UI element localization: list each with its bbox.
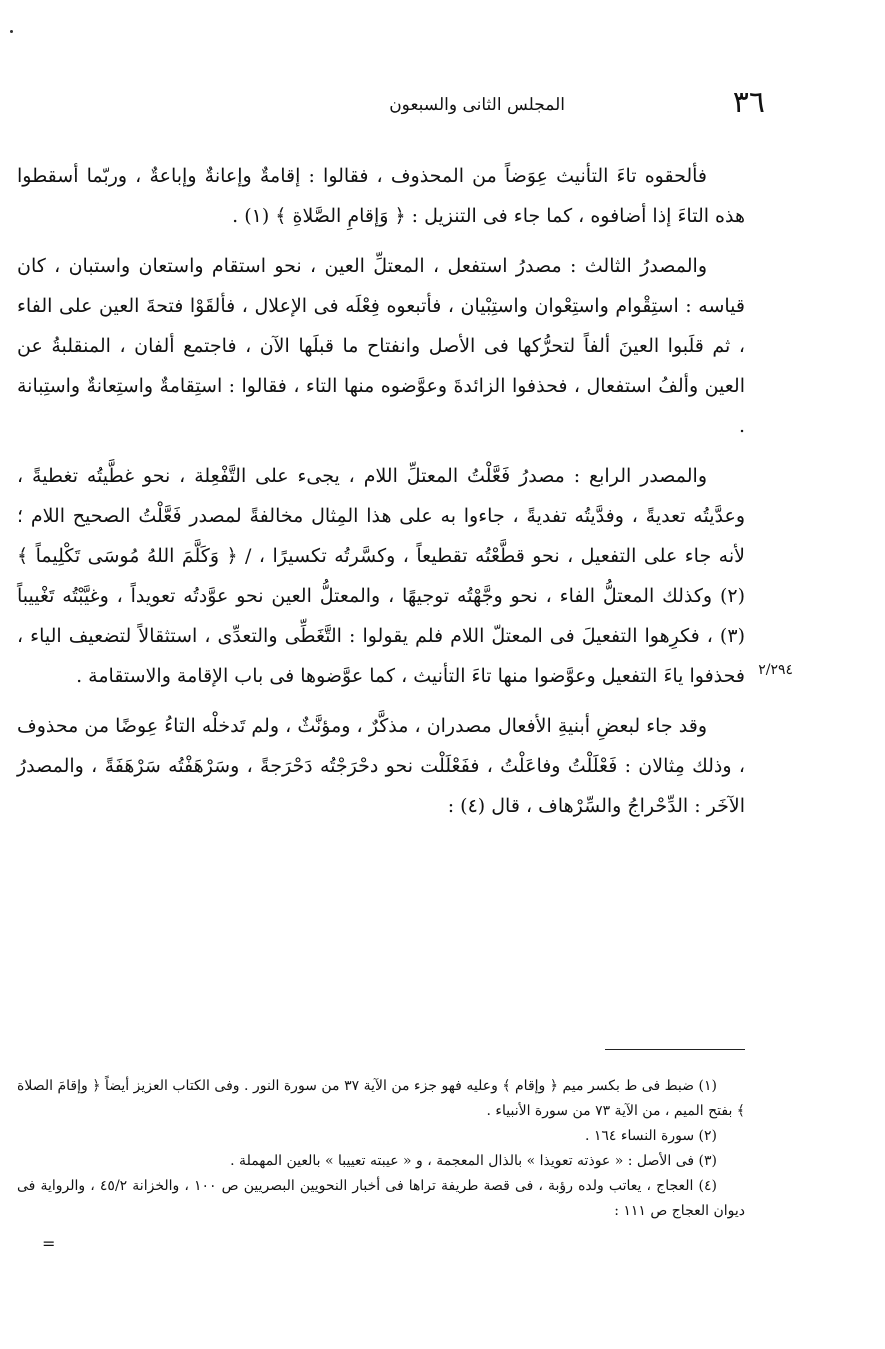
continuation-mark: = (42, 1234, 56, 1253)
footnote-1: (١) ضبط فى ط بكسر ميم ﴿ وإقام ﴾ وعليه فهو جزء من الآية ٣٧ من سورة النور . وفى الكتاب العزيز أيضاً ﴿ وإقامَ الصلاة ﴾ بفتح الميم ، من الآية ٧٣ من سورة الأنبياء . (17, 1078, 745, 1119)
footnote-3: (٣) فى الأصل : « عوذته تعويذا » بالذال المعجمة ، و « عيبته تعييبا » بالعين المهملة . (230, 1153, 717, 1169)
footnote-separator (605, 1049, 745, 1050)
paragraph-1: فألحقوه تاءَ التأنيث عِوَضاً من المحذوف ، فقالوا : إقامةٌ وإعانةٌ وإباعةٌ ، وربّما أسقطوا هذه التاءَ إذا أضافوه ، كما جاء فى التنزيل : ﴿ وَإقامِ الصَّلاةِ ﴾ (١) . (17, 165, 745, 227)
scan-speck (10, 30, 13, 33)
page-header (300, 86, 765, 126)
footnote-4: (٤) العجاج ، يعاتب ولده رؤبة ، فى قصة طريفة تراها فى أخبار النحويين البصريين ص ١٠٠ ، والخزانة ٤٥/٢ ، والرواية فى ديوان العجاج ص ١١١ : (17, 1178, 745, 1219)
page-number: ٣٦ (732, 85, 765, 120)
paragraph-3: والمصدر الرابع : مصدرُ فَعَّلْتُ المعتلِّ اللام ، يجىء على التَّفْعِلة ، نحو غطَّيتُه تغطيةً ، وعدَّيتُه تعديةً ، وفدَّيتُه تفديةً ، جاءوا به على هذا المِثال مخالفةً لمصدر فَعَّلْتُ الصحيح اللام ؛ لأنه جاء على التفعيل ، نحو قطَّعْتُه تقطيعاً ، وكسَّرتُه تكسيرًا ، / ﴿ وَكَلَّمَ اللهُ مُوسَى تَكْلِيماً ﴾ (٢) وكذلك المعتلُّ الفاء ، نحو وجَّهْتُه توجيهًا ، والمعتلُّ العين نحو عوَّدتُه تعويداً ، وغيَّبْتُه تَغْييباً (٣) ، فكرِهوا التفعيلَ فى المعتلّ اللام فلم يقولوا : التَّغَطِّى والتعدِّى ، استثقالاً لتضعيف الياء ، فحذفوا ياءَ التفعيل وعوَّضوا منها تاءَ التأنيث ، كما عوَّضوها فى باب الإقامة والاستقامة . (17, 465, 745, 687)
paragraph-4: وقد جاء لبعضِ أبنيةِ الأفعال مصدران ، مذكَّرٌ ، ومؤنَّثٌ ، ولم تَدخلْه التاءُ عِوضًا من محذوف ، وذلك مِثالان : فَعْلَلْتُ وفاعَلْتُ ، ففَعْلَلْت نحو دحْرَجْتُه دَحْرَجةً ، وسَرْهَفْتُه سَرْهَفَةً ، والمصدرُ الآخَر : الدِّحْراجُ والسِّرْهاف ، قال (٤) : (17, 715, 745, 817)
footnote-2: (٢) سورة النساء ١٦٤ . (584, 1128, 717, 1144)
footnotes (17, 1074, 745, 1224)
running-head: المجلس الثانى والسبعون (389, 95, 565, 115)
paragraph-2: والمصدرُ الثالث : مصدرُ استفعل ، المعتلِّ العين ، نحو استقام واستعان واستبان ، كان قياسه : استِقْوام واستِعْوان واستِبْيان ، فأتبعوه فِعْلَه فى الإعلال ، فألقَوْا فتحةَ العين على الفاء ، ثم قلَبوا العينَ ألفاً لتحرُّكها فى الأصل وانفتاح ما قبلَها الآن ، فاجتمع ألفان ، المنقلبةُ عن العين وألفُ استفعال ، فحذفوا الزائدةَ وعوَّضوه منها التاء ، فقالوا : استِقامةٌ واستِعانةٌ واستِبانة . (17, 255, 745, 437)
main-text (17, 156, 745, 836)
margin-reference: ٢/٢٩٤ (758, 662, 793, 678)
